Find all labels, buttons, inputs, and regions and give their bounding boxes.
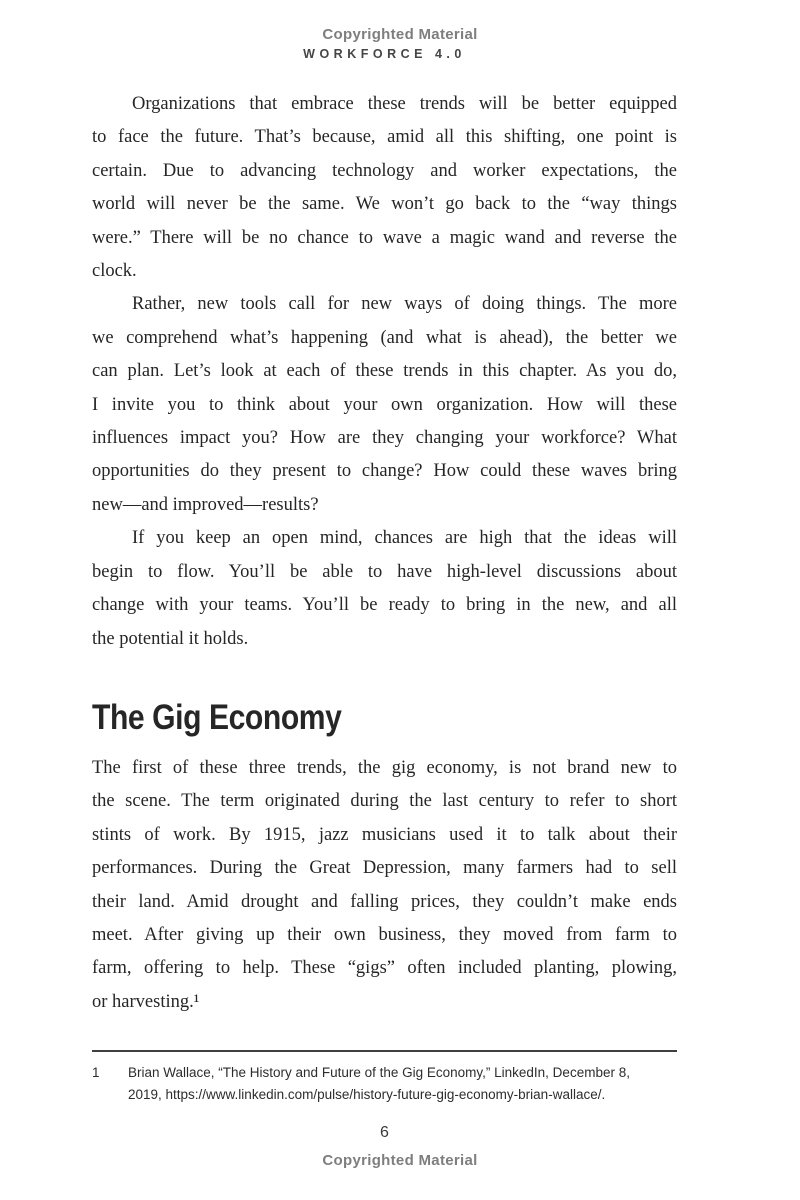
text-line: to face the future. That’s because, amid all this shifting, one point is [92, 127, 677, 148]
text-line: influences impact you? How are they changing your workforce? What [92, 428, 677, 449]
text-line: I invite you to think about your own organization. How will these [92, 394, 677, 415]
text-line: If you keep an open mind, chances are high that the ideas will [132, 528, 677, 549]
text-line: farm, offering to help. These “gigs” often included planting, plowing, [92, 958, 677, 979]
text-line: their land. Amid drought and falling prices, they couldn’t make ends [92, 891, 677, 912]
text-line: clock. [92, 261, 137, 282]
text-line: the scene. The term originated during the last century to refer to short [92, 791, 677, 812]
footnote-text [128, 1062, 677, 1105]
text-line: new—and improved—results? [92, 494, 319, 515]
text-line: 2019, https://www.linkedin.com/pulse/history-future-gig-economy-brian-wallace/. [128, 1086, 606, 1102]
section-heading: The Gig Economy [92, 698, 342, 737]
text-line: were.” There will be no chance to wave a magic wand and reverse the [92, 227, 677, 248]
text-line: The first of these three trends, the gig economy, is not brand new to [92, 758, 677, 778]
copyright-watermark-bottom: Copyrighted Material [322, 1152, 478, 1169]
paragraph [92, 288, 677, 522]
text-line: certain. Due to advancing technology and worker expectations, the [92, 160, 677, 181]
text-line: Brian Wallace, “The History and Future of the Gig Economy,” LinkedIn, December 8, [128, 1065, 630, 1080]
page-body-lower [92, 752, 677, 1019]
text-line: the potential it holds. [92, 628, 249, 649]
text-line: Organizations that embrace these trends will be better equipped [132, 94, 677, 114]
footnote-divider [92, 1050, 677, 1052]
footnote-marker: 1 [92, 1065, 100, 1080]
page-body-upper [92, 88, 677, 656]
paragraph [92, 752, 677, 1019]
text-line: opportunities do they present to change? How could these waves bring [92, 461, 677, 482]
text-line: performances. During the Great Depression, many farmers had to sell [92, 858, 677, 879]
text-line: or harvesting.¹ [92, 991, 200, 1012]
text-line: stints of work. By 1915, jazz musicians used it to talk about their [92, 824, 677, 845]
text-line: world will never be the same. We won’t go back to the “way things [92, 194, 677, 215]
text-line: Rather, new tools call for new ways of doing things. The more [132, 294, 677, 315]
copyright-watermark-top: Copyrighted Material [322, 26, 478, 43]
running-head: WORKFORCE 4.0 [303, 47, 466, 61]
text-line: we comprehend what’s happening (and what is ahead), the better we [92, 327, 677, 348]
text-line: change with your teams. You’ll be ready to bring in the new, and all [92, 595, 677, 616]
footnote [92, 1062, 677, 1105]
page-number: 6 [380, 1124, 389, 1141]
paragraph [92, 88, 677, 288]
text-line: begin to flow. You’ll be able to have high-level discussions about [92, 561, 677, 582]
text-line: meet. After giving up their own business, they moved from farm to [92, 925, 677, 946]
text-line: can plan. Let’s look at each of these trends in this chapter. As you do, [92, 361, 677, 382]
paragraph [92, 522, 677, 656]
